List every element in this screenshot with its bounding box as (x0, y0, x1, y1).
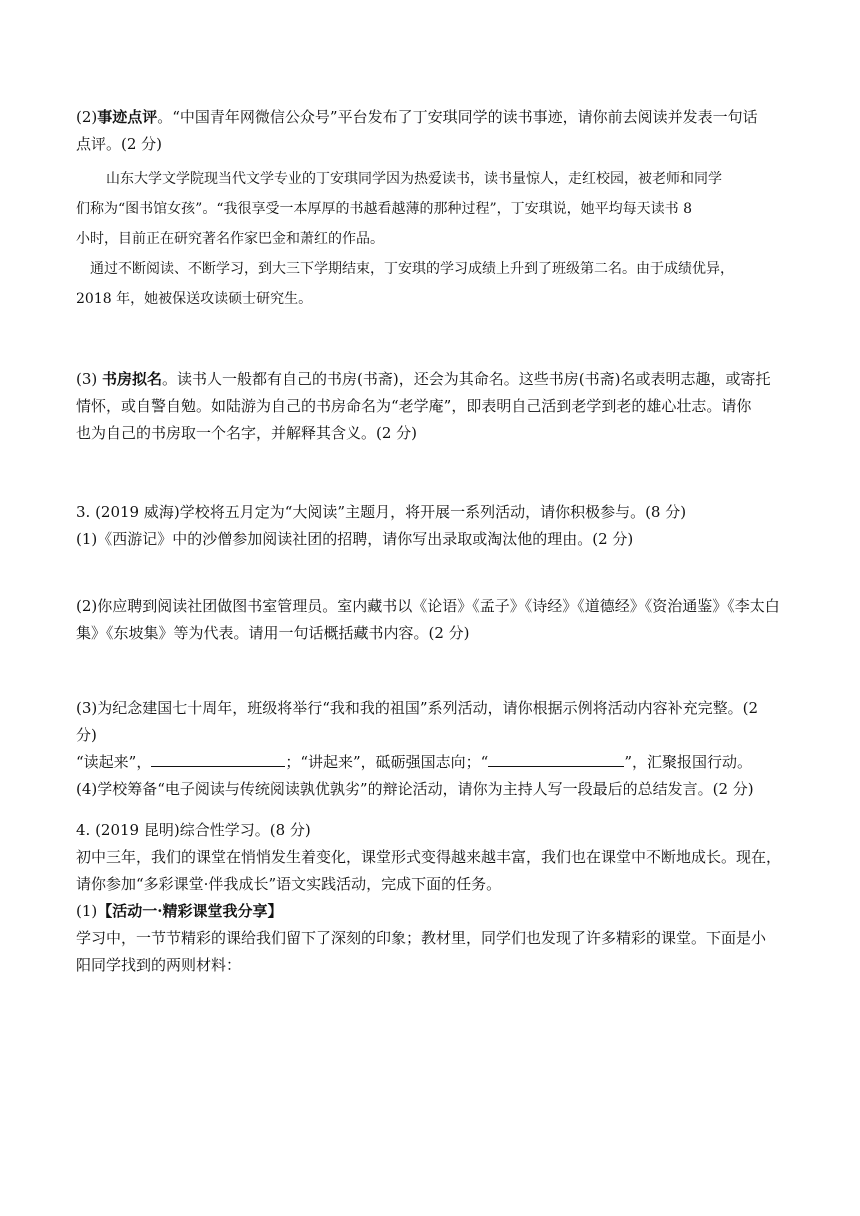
question-3-title: 3. (2019 威海)学校将五月定为“大阅读”主题月，将开展一系列活动，请你积极参与。(8 分) (76, 503, 687, 521)
question-4-body-line-1: 学习中，一节节精彩的课给我们留下了深刻的印象；教材里，同学们也发现了许多精彩的课堂。下面是小 (76, 929, 767, 947)
document-page (76, 104, 788, 979)
question-3-sub-3-line-1: (3)为纪念建国七十周年，班级将举行“我和我的祖国”系列活动，请你根据示例将活动内容补充完整。(2 (76, 699, 758, 717)
story-line-3: 小时，目前正在研究著名作家巴金和萧红的作品。 (76, 231, 384, 247)
question-label: (2) (76, 108, 98, 126)
question-3-sub-4: (4)学校筹备“电子阅读与传统阅读孰优孰劣”的辩论活动，请你为主持人写一段最后的总结发言。(2 分) (76, 780, 754, 798)
question-4-body-line-2: 阳同学找到的两则材料： (76, 956, 242, 974)
question-keyword: 事迹点评 (97, 108, 158, 126)
question-3-sub-1: (1)《西游记》中的沙僧参加阅读社团的招聘，请你写出录取或淘汰他的理由。(2 分) (76, 530, 634, 548)
question-label: (1) (76, 902, 98, 920)
question-2-2-line-2: 点评。(2 分) (76, 135, 163, 153)
question-text: 。“中国青年网微信公众号”平台发布了丁安琪同学的读书事迹，请你前去阅读并发表一句话 (157, 108, 758, 126)
question-3-sub-2-line-1: (2)你应聘到阅读社团做图书室管理员。室内藏书以《论语》《孟子》《诗经》《道德经》《资治通鉴》《李太白 (76, 597, 780, 615)
question-3-fill-in (76, 749, 788, 776)
activity-heading: 【活动一·精彩课堂我分享】 (97, 902, 283, 920)
question-3-sub-3-line-2: 分) (76, 726, 97, 744)
question-text: 。读书人一般都有自己的书房(书斋)，还会为其命名。这些书房(书斋)名或表明志趣，或寄托 (162, 370, 771, 388)
story-line-5: 2018 年，她被保送攻读硕士研究生。 (76, 291, 313, 307)
story-line-4: 通过不断阅读、不断学习，到大三下学期结束，丁安琪的学习成绩上升到了班级第二名。由于成绩优异， (90, 261, 734, 277)
story-line-1: 山东大学文学院现当代文学专业的丁安琪同学因为热爱读书，读书量惊人，走红校园，被老师和同学 (106, 171, 722, 187)
question-2-2-line-1 (76, 104, 788, 131)
fill-text-b: ；“讲起来”，砥砺强国志向；“ (285, 753, 489, 771)
question-4-title: 4. (2019 昆明)综合性学习。(8 分) (76, 821, 311, 839)
question-3-sub-2-line-2: 集》《东坡集》等为代表。请用一句话概括藏书内容。(2 分) (76, 624, 470, 642)
fill-text-c: ”，汇聚报国行动。 (624, 753, 753, 771)
question-4-intro-line-1: 初中三年，我们的课堂在悄悄发生着变化，课堂形式变得越来越丰富，我们也在课堂中不断地成长。现在， (76, 848, 782, 866)
answer-blank-1[interactable] (151, 751, 285, 767)
question-2-3-line-1 (76, 366, 788, 393)
question-keyword: 书房拟名 (102, 370, 163, 388)
question-label: (3) (76, 370, 103, 388)
question-2-3-line-2: 情怀，或自警自勉。如陆游为自己的书房命名为“老学庵”，即表明自己活到老学到老的雄心壮志。请你 (76, 397, 752, 415)
question-4-intro-line-2: 请你参加“多彩课堂·伴我成长”语文实践活动，完成下面的任务。 (76, 875, 502, 893)
story-line-2: 们称为“图书馆女孩”。“我很享受一本厚厚的书越看越薄的那种过程”，丁安琪说，她平均每天读书 8 (76, 201, 692, 217)
question-2-3-line-3: 也为自己的书房取一个名字，并解释其含义。(2 分) (76, 424, 418, 442)
question-4-sub-1-heading (76, 898, 788, 925)
fill-text-a: “读起来”， (76, 753, 152, 771)
answer-blank-2[interactable] (488, 751, 624, 767)
